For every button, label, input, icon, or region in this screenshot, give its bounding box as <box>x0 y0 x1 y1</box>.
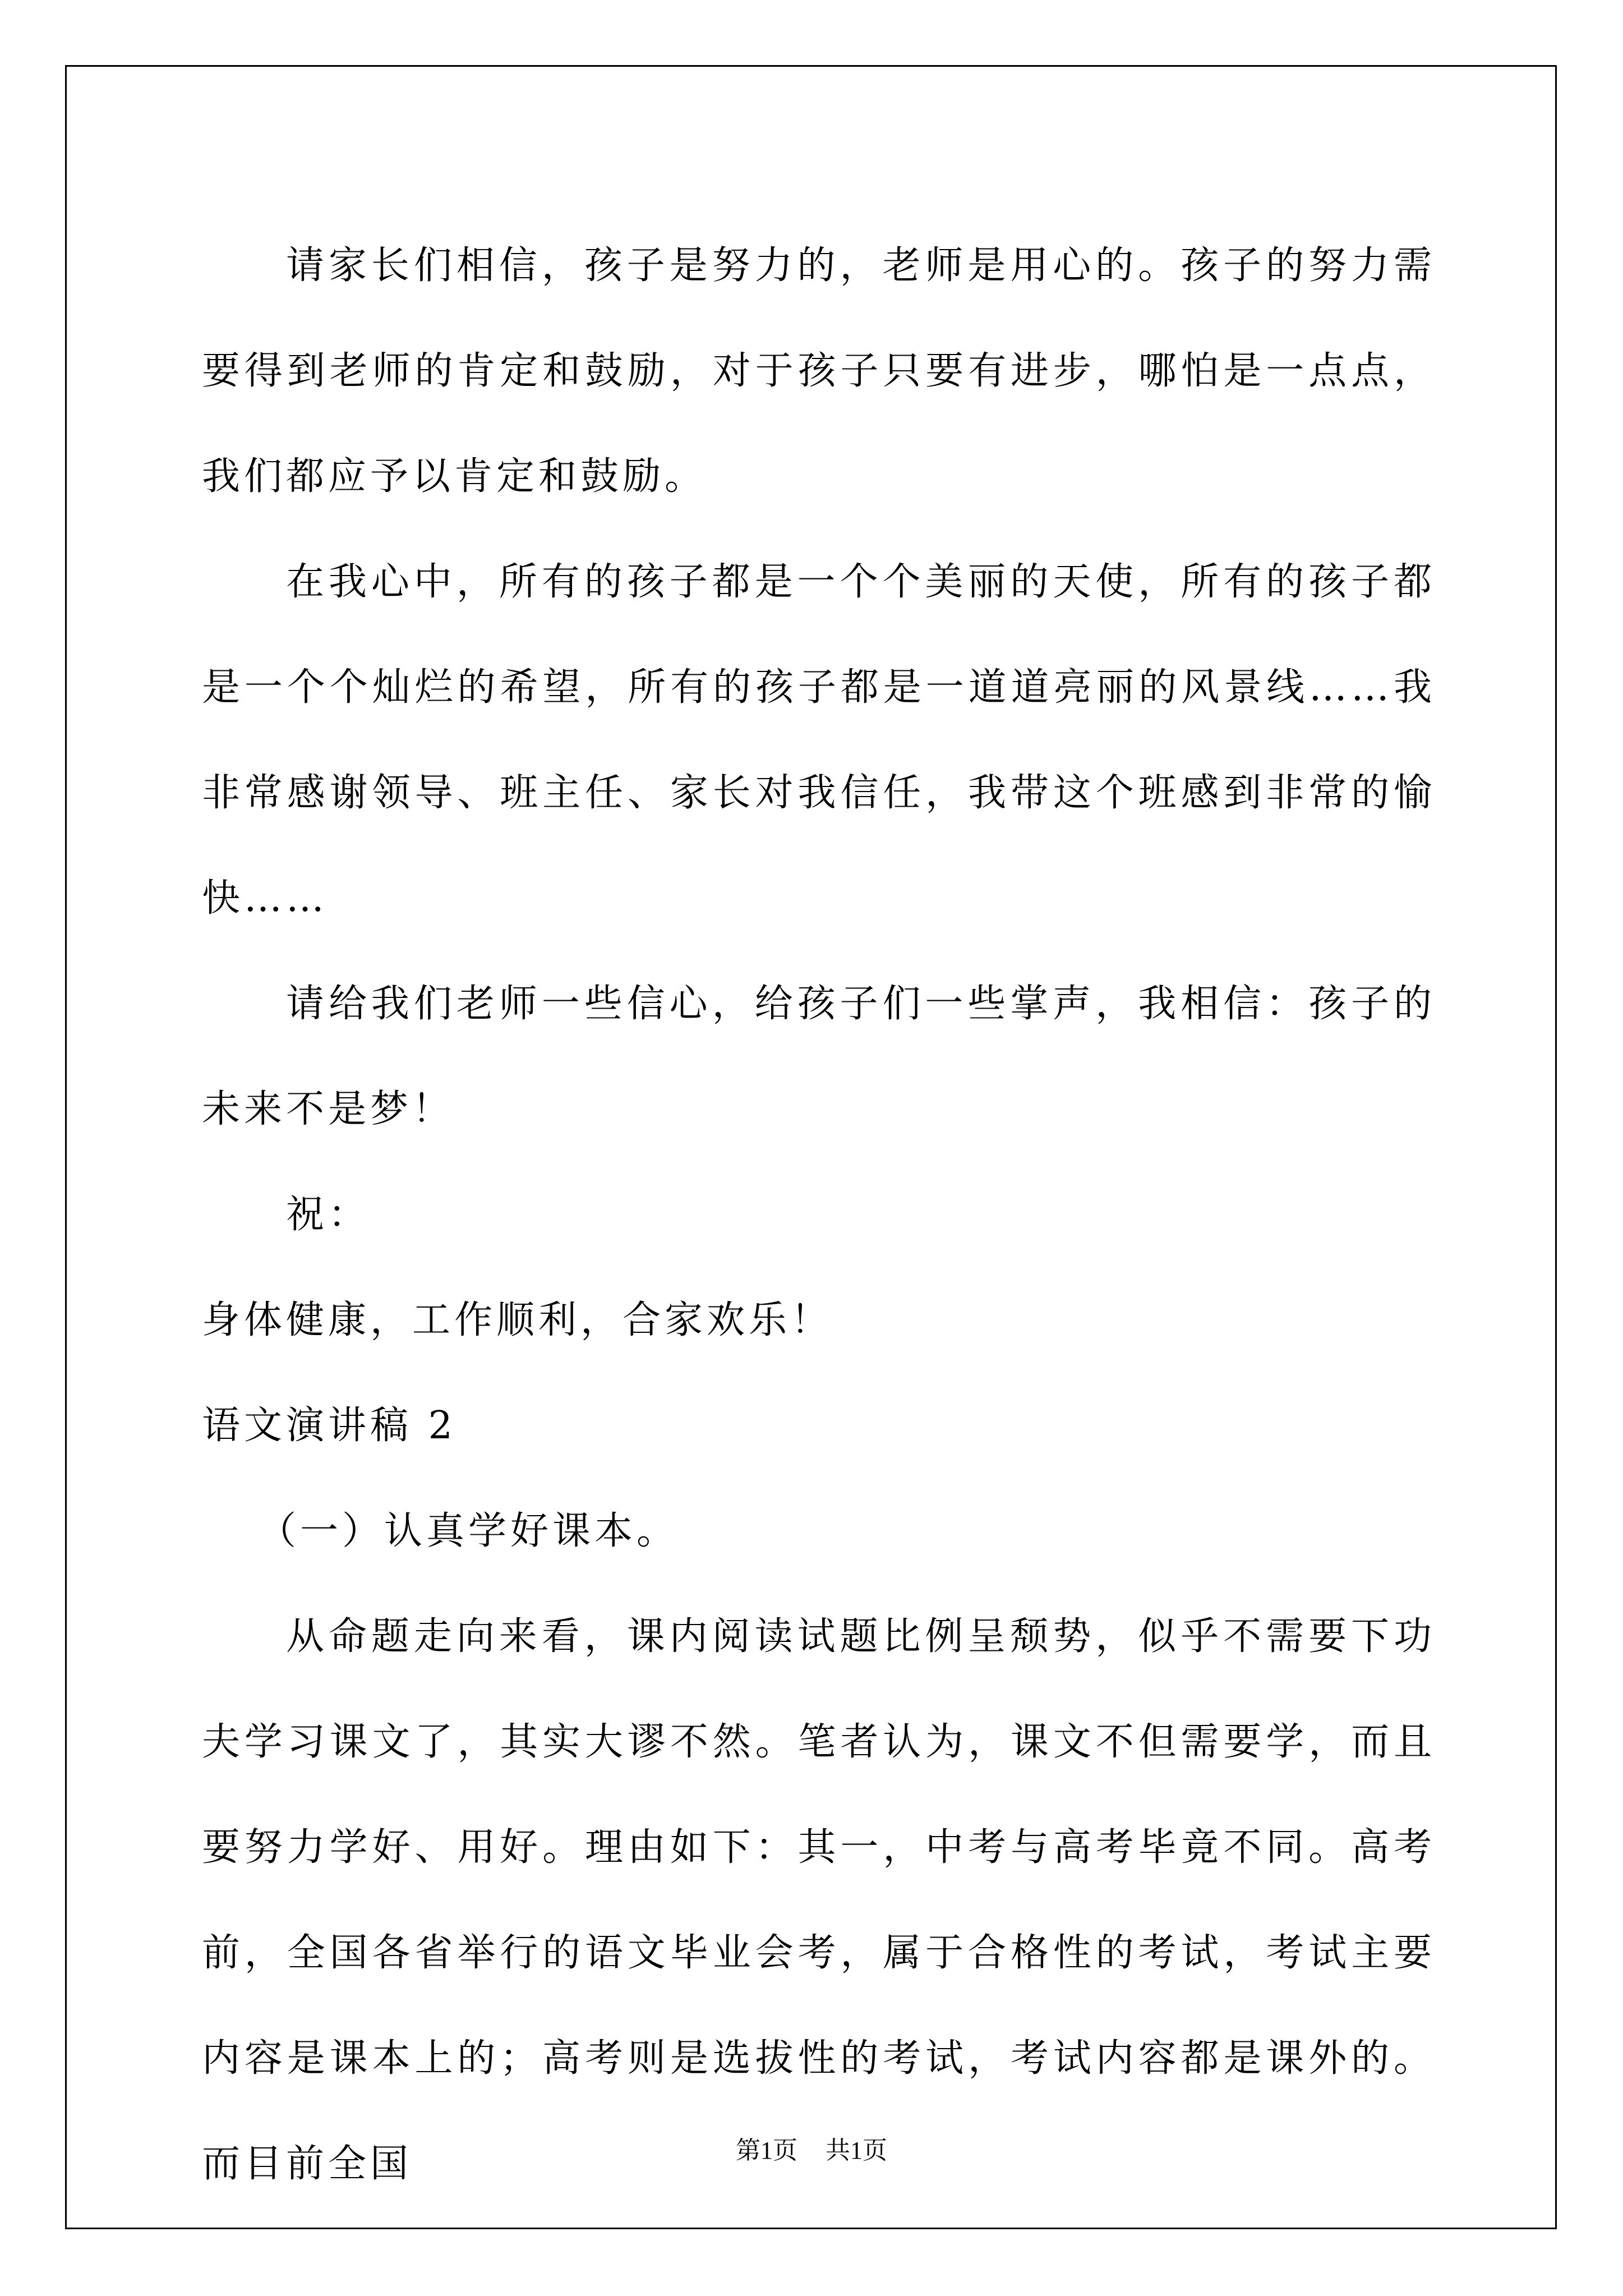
paragraph-children-angels: 在我心中，所有的孩子都是一个个美丽的天使，所有的孩子都是一个个灿烂的希望，所有的孩子都是一道道亮丽的风景线……我非常感谢领导、班主任、家长对我信任，我带这个班感到非常的愉快…… <box>202 560 1436 921</box>
page-number-total: 共1页 <box>826 2137 887 2164</box>
page-footer <box>0 2134 1623 2168</box>
paragraph-wish: 身体健康，工作顺利，合家欢乐！ <box>202 1298 833 1342</box>
section-title: 语文演讲稿 2 <box>202 1404 457 1448</box>
document-body <box>202 213 1436 2217</box>
paragraph-confidence-applause: 请给我们老师一些信心，给孩子们一些掌声，我相信：孩子的未来不是梦！ <box>202 982 1436 1131</box>
section-subheading: （一）认真学好课本。 <box>258 1509 679 1553</box>
paragraph-textbook-study: 从命题走向来看，课内阅读试题比例呈颓势，似乎不需要下功夫学习课文了，其实大谬不然。笔者认为，课文不但需要学，而且要努力学好、用好。理由如下：其一，中考与高考毕竟不同。高考前，全国各省举行的语文毕业会考，属于合格性的考试，考试主要内容是课本上的；高考则是选拔性的考试，考试内容都是课外的。而目前全国 <box>202 1614 1436 2186</box>
paragraph-wish-prefix: 祝： <box>286 1193 371 1237</box>
page-number-current: 第1页 <box>736 2137 797 2164</box>
paragraph-parents-trust: 请家长们相信，孩子是努力的，老师是用心的。孩子的努力需要得到老师的肯定和鼓励，对于孩子只要有进步，哪怕是一点点，我们都应予以肯定和鼓励。 <box>202 243 1436 499</box>
